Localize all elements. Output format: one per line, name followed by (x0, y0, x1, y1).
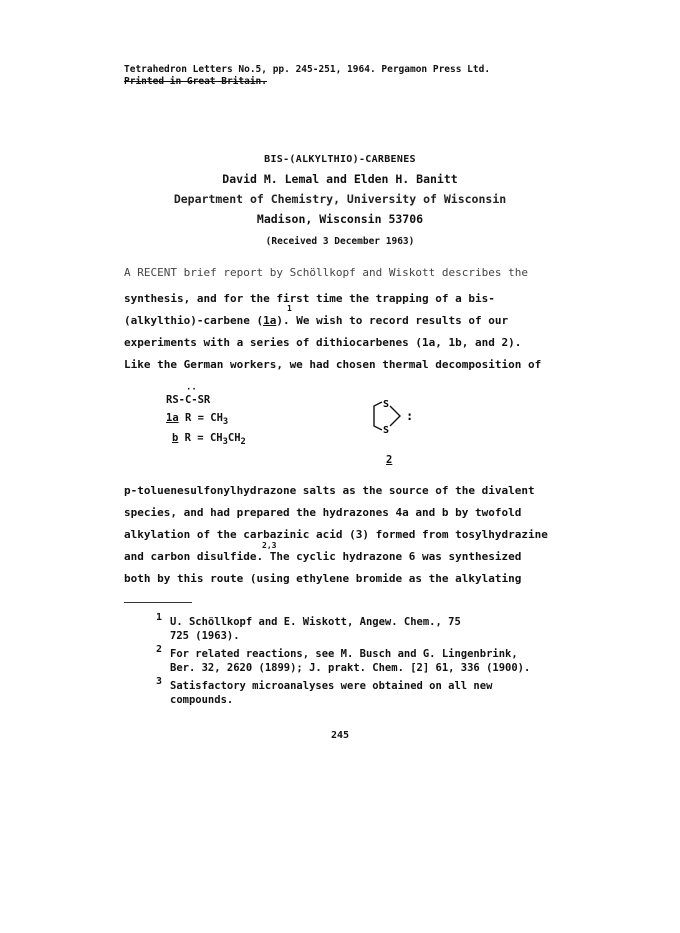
body-line-9: and carbon disulfide. The cyclic hydrazone 6 was synthesized (124, 550, 522, 563)
footnote-3-line-1: Satisfactory microanalyses were obtained on all new (170, 680, 493, 692)
body-line-8: alkylation of the carbazinic acid (3) formed from tosylhydrazine (124, 528, 548, 541)
ring-sulfur-bottom: S (383, 425, 390, 436)
structure-label-2: 2 (386, 454, 393, 466)
printed-in-line: Printed in Great Britain. (124, 76, 267, 87)
body-line-2: synthesis, and for the first time the trapping of a bis- (124, 292, 495, 305)
carbene-formula: RS-C-SR (166, 394, 211, 406)
footnote-2-line-2: Ber. 32, 2620 (1899); J. prakt. Chem. [2] 61, 336 (1900). (170, 662, 531, 674)
footnote-ref-2-3: 2,3 (262, 541, 277, 550)
structure-1a: 1a $R = CH_3$ (166, 412, 229, 428)
body-line-6: p-toluenesulfonylhydrazone salts as the source of the divalent (124, 484, 535, 497)
ring-sulfur-top: S (383, 399, 390, 410)
received-date: (Received 3 December 1963) (265, 236, 415, 247)
body-line-1: A RECENT brief report by Schöllkopf and Wiskott describes the (124, 266, 528, 279)
footnote-ref-1: 1 (287, 304, 292, 313)
body-line-7: species, and had prepared the hydrazones 4a and b by twofold (124, 506, 522, 519)
journal-citation: Tetrahedron Letters No.5, pp. 245-251, 1964. Pergamon Press Ltd. (124, 64, 491, 75)
footnote-2-line-1: For related reactions, see M. Busch and G. Lingenbrink, (170, 648, 518, 660)
body-line-4: experiments with a series of dithiocarbenes (1a, 1b, and 2). (124, 336, 522, 349)
page-number: 245 (330, 730, 350, 741)
carbene-dots: ·· (186, 385, 197, 395)
body-line-3: (alkylthio)-carbene (1a). We wish to record results of our (124, 314, 509, 327)
article-title: BIS-(ALKYLTHIO)-CARBENES (264, 154, 416, 165)
author-location: Madison, Wisconsin 53706 (256, 212, 424, 226)
footnote-mark-1: 1 (156, 612, 163, 623)
footnote-1-line-1: U. Schöllkopf and E. Wiskott, Angew. Chem., 75 (170, 616, 461, 628)
article-authors: David M. Lemal and Elden H. Banitt (222, 172, 458, 186)
body-line-5: Like the German workers, we had chosen thermal decomposition of (124, 358, 542, 371)
footnote-3-line-2: compounds. (170, 694, 234, 706)
dithiolane-carbene-ring (368, 392, 428, 442)
footnote-mark-2: 2 (156, 644, 163, 655)
author-affiliation: Department of Chemistry, University of Wisconsin (173, 192, 507, 206)
footnote-divider (124, 602, 192, 603)
body-line-10: both by this route (using ethylene bromide as the alkylating (124, 572, 522, 585)
footnote-1-line-2: 725 (1963). (170, 630, 240, 642)
structure-1b: b $R = CH_3CH_2$ (172, 432, 246, 448)
ring-carbene-colon: : (406, 409, 414, 423)
footnote-mark-3: 3 (156, 676, 163, 687)
